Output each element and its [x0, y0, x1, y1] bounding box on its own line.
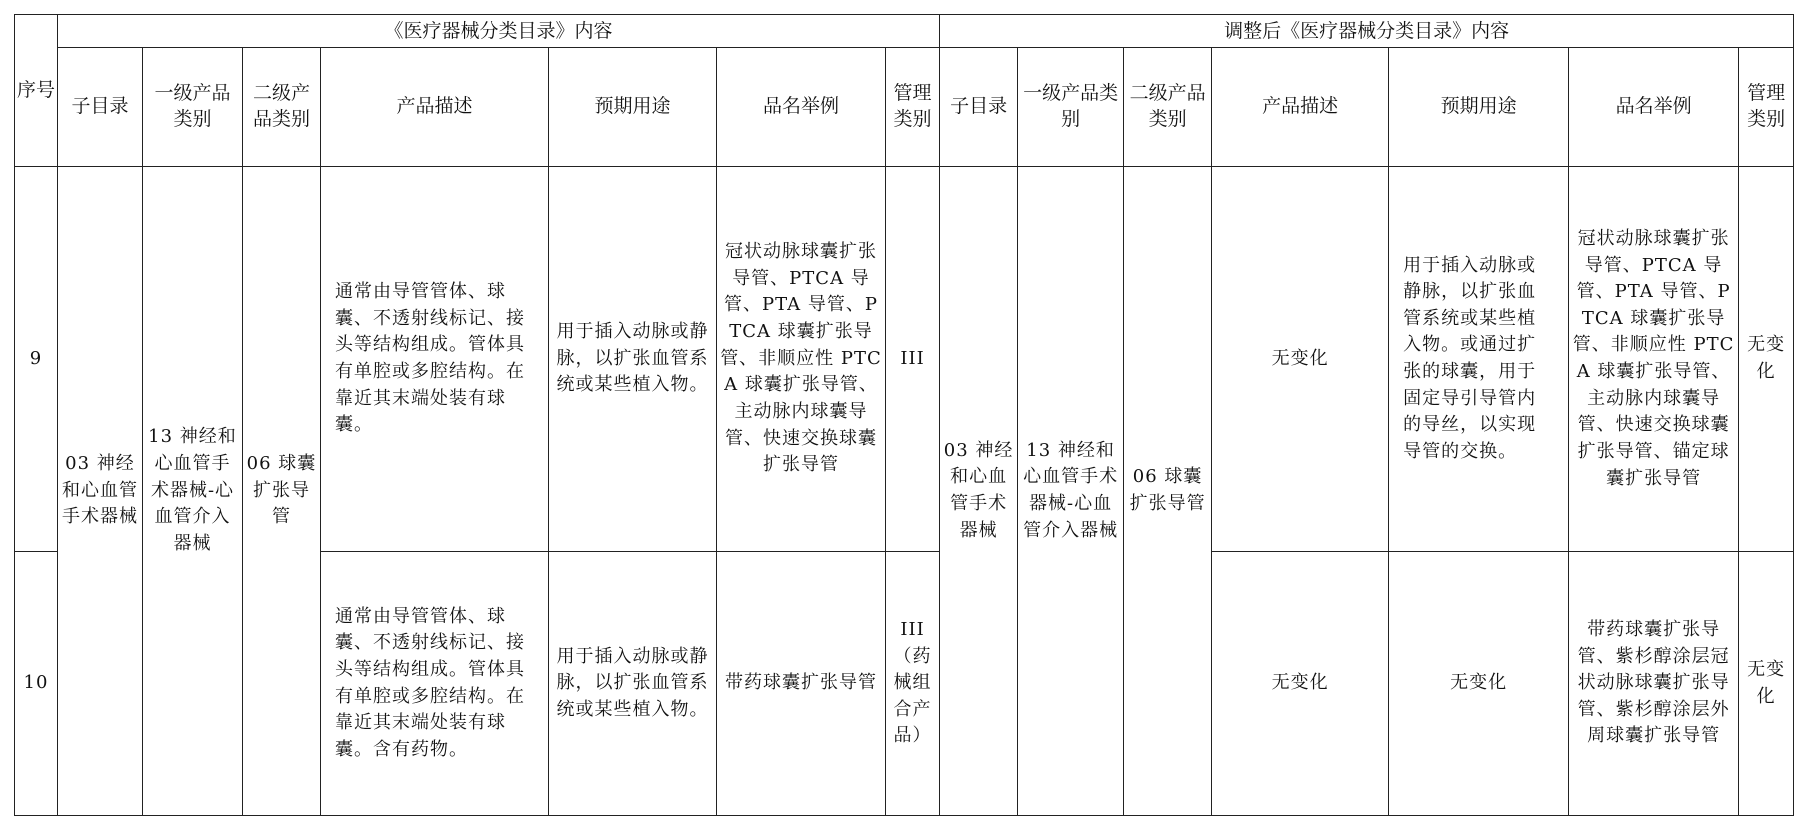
row9-examples: 冠状动脉球囊扩张导管、PTCA 导管、PTA 导管、PTCA 球囊扩张导管、非顺应性 PTCA 球囊扩张导管、主动脉内球囊导管、快速交换球囊扩张导管	[717, 167, 886, 552]
adj-level2-cell: 06 球囊扩张导管	[1124, 167, 1212, 816]
row9-adj-intended-use: 用于插入动脉或静脉，以扩张血管系统或某些植入物。或通过扩张的球囊，用于固定导引导管内的导丝，以实现导管的交换。	[1389, 167, 1569, 552]
adj-sub-catalog-cell: 03 神经和心血管手术器械	[940, 167, 1018, 816]
row10-examples: 带药球囊扩张导管	[717, 552, 886, 816]
level2-cell: 06 球囊扩张导管	[243, 167, 321, 816]
header-description: 产品描述	[321, 48, 549, 167]
header-adj-examples: 品名举例	[1569, 48, 1739, 167]
header-group-adjusted: 调整后《医疗器械分类目录》内容	[940, 15, 1794, 48]
row10-description: 通常由导管管体、球囊、不透射线标记、接头等结构组成。管体具有单腔或多腔结构。在靠近其末端处装有球囊。含有药物。	[321, 552, 549, 816]
row10-adj-description: 无变化	[1212, 552, 1389, 816]
row9-management: III	[886, 167, 940, 552]
row10-adj-examples: 带药球囊扩张导管、紫杉醇涂层冠状动脉球囊扩张导管、紫杉醇涂层外周球囊扩张导管	[1569, 552, 1739, 816]
header-adj-level2: 二级产品类别	[1124, 48, 1212, 167]
header-adj-description: 产品描述	[1212, 48, 1389, 167]
row9-description: 通常由导管管体、球囊、不透射线标记、接头等结构组成。管体具有单腔或多腔结构。在靠近其末端处装有球囊。	[321, 167, 549, 552]
sub-catalog-cell: 03 神经和心血管手术器械	[58, 167, 143, 816]
table-row	[15, 167, 1794, 552]
header-adj-sub-catalog: 子目录	[940, 48, 1018, 167]
row9-adj-examples: 冠状动脉球囊扩张导管、PTCA 导管、PTA 导管、PTCA 球囊扩张导管、非顺应性 PTCA 球囊扩张导管、主动脉内球囊导管、快速交换球囊扩张导管、锚定球囊扩张导管	[1569, 167, 1739, 552]
row9-seq: 9	[15, 167, 58, 552]
row10-adj-management: 无变化	[1739, 552, 1794, 816]
row10-management: III（药械组合产品）	[886, 552, 940, 816]
header-adj-management: 管理类别	[1739, 48, 1794, 167]
header-adj-intended-use: 预期用途	[1389, 48, 1569, 167]
header-group-original: 《医疗器械分类目录》内容	[58, 15, 940, 48]
row9-intended-use: 用于插入动脉或静脉，以扩张血管系统或某些植入物。	[549, 167, 717, 552]
header-examples: 品名举例	[717, 48, 886, 167]
level1-cell: 13 神经和心血管手术器械-心血管介入器械	[143, 167, 243, 816]
row9-adj-description: 无变化	[1212, 167, 1389, 552]
header-intended-use: 预期用途	[549, 48, 717, 167]
header-adj-level1: 一级产品类别	[1018, 48, 1124, 167]
row10-adj-intended-use: 无变化	[1389, 552, 1569, 816]
classification-table	[14, 14, 1794, 816]
adj-level1-cell: 13 神经和心血管手术器械-心血管介入器械	[1018, 167, 1124, 816]
header-sub-catalog: 子目录	[58, 48, 143, 167]
header-level2: 二级产品类别	[243, 48, 321, 167]
header-seq: 序号	[15, 15, 58, 167]
header-level1: 一级产品类别	[143, 48, 243, 167]
header-management: 管理类别	[886, 48, 940, 167]
row10-seq: 10	[15, 552, 58, 816]
row10-intended-use: 用于插入动脉或静脉，以扩张血管系统或某些植入物。	[549, 552, 717, 816]
row9-adj-management: 无变化	[1739, 167, 1794, 552]
